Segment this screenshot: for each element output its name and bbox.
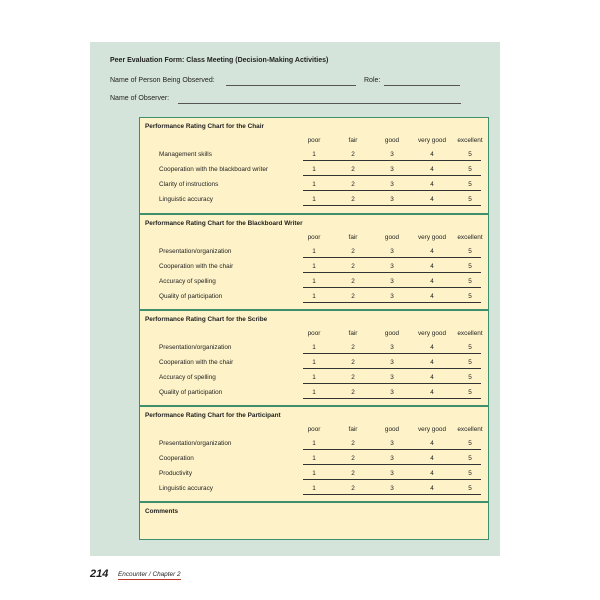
rating-option[interactable]: 1 (312, 374, 316, 381)
rating-option[interactable]: 4 (430, 470, 434, 477)
rating-option[interactable]: 3 (390, 181, 394, 188)
rating-option[interactable]: 4 (430, 196, 434, 203)
rating-option[interactable]: 3 (390, 374, 394, 381)
rating-option[interactable]: 1 (312, 263, 316, 270)
rating-option[interactable]: 2 (351, 359, 355, 366)
rating-option[interactable]: 5 (468, 181, 472, 188)
rating-option[interactable]: 2 (351, 485, 355, 492)
scale-header: very good (417, 137, 447, 144)
rating-option[interactable]: 2 (351, 293, 355, 300)
rating-option[interactable]: 1 (312, 389, 316, 396)
criterion-label: Linguistic accuracy (159, 196, 213, 203)
rating-option[interactable]: 1 (312, 248, 316, 255)
rating-option[interactable]: 1 (312, 359, 316, 366)
rating-option[interactable]: 3 (390, 196, 394, 203)
rating-option[interactable]: 5 (468, 389, 472, 396)
rating-option[interactable]: 2 (351, 263, 355, 270)
rating-row-line (303, 464, 481, 465)
rating-option[interactable]: 4 (430, 389, 434, 396)
rating-option[interactable]: 5 (468, 263, 472, 270)
rating-option[interactable]: 3 (390, 166, 394, 173)
rating-option[interactable]: 1 (312, 181, 316, 188)
rating-option[interactable]: 4 (430, 166, 434, 173)
criterion-label: Linguistic accuracy (159, 485, 213, 492)
form-title: Peer Evaluation Form: Class Meeting (Decision-Making Activities) (110, 57, 329, 64)
criterion-label: Productivity (159, 470, 193, 477)
section-title: Performance Rating Chart for the Participant (145, 412, 281, 419)
rating-row-line (303, 383, 481, 384)
rating-option[interactable]: 5 (468, 440, 472, 447)
rating-option[interactable]: 3 (390, 455, 394, 462)
role-field[interactable] (384, 85, 460, 86)
rating-option[interactable]: 2 (351, 440, 355, 447)
rating-option[interactable]: 4 (430, 293, 434, 300)
rating-option[interactable]: 5 (468, 166, 472, 173)
rating-option[interactable]: 3 (390, 485, 394, 492)
rating-option[interactable]: 4 (430, 374, 434, 381)
rating-option[interactable]: 5 (468, 196, 472, 203)
rating-row-line (303, 205, 481, 206)
scale-header: good (384, 330, 400, 337)
role-label: Role: (364, 77, 381, 84)
running-title: Encounter / Chapter 2 (118, 571, 181, 578)
rating-row-line (303, 272, 481, 273)
scale-header: poor (307, 330, 321, 337)
rating-option[interactable]: 2 (351, 181, 355, 188)
scale-header: excellent (457, 234, 483, 241)
scale-header: very good (417, 330, 447, 337)
scale-header: fair (348, 330, 358, 337)
rating-option[interactable]: 5 (468, 278, 472, 285)
rating-option[interactable]: 5 (468, 151, 472, 158)
rating-option[interactable]: 3 (390, 263, 394, 270)
criterion-label: Clarity of instructions (159, 181, 219, 188)
rating-option[interactable]: 2 (351, 470, 355, 477)
rating-option[interactable]: 1 (312, 166, 316, 173)
rating-option[interactable]: 2 (351, 389, 355, 396)
rating-option[interactable]: 5 (468, 344, 472, 351)
rating-option[interactable]: 1 (312, 196, 316, 203)
rating-option[interactable]: 3 (390, 359, 394, 366)
rating-option[interactable]: 2 (351, 344, 355, 351)
criterion-label: Cooperation with the chair (159, 263, 234, 270)
rating-option[interactable]: 5 (468, 374, 472, 381)
rating-row-line (303, 287, 481, 288)
page-number: 214 (90, 568, 109, 580)
scale-header: good (384, 426, 400, 433)
scale-header: excellent (457, 330, 483, 337)
rating-section-scribe (139, 310, 489, 406)
rating-option[interactable]: 5 (468, 455, 472, 462)
rating-option[interactable]: 1 (312, 485, 316, 492)
rating-option[interactable]: 2 (351, 455, 355, 462)
rating-option[interactable]: 4 (430, 248, 434, 255)
criterion-label: Presentation/organization (159, 344, 232, 351)
scale-header: very good (417, 234, 447, 241)
rating-option[interactable]: 2 (351, 151, 355, 158)
scale-header: excellent (457, 426, 483, 433)
rating-option[interactable]: 1 (312, 151, 316, 158)
rating-option[interactable]: 5 (468, 359, 472, 366)
rating-option[interactable]: 3 (390, 278, 394, 285)
rating-row-line (303, 449, 481, 450)
rating-option[interactable]: 5 (468, 470, 472, 477)
rating-option[interactable]: 5 (468, 485, 472, 492)
rating-option[interactable]: 4 (430, 440, 434, 447)
criterion-label: Cooperation (159, 455, 194, 462)
rating-option[interactable]: 1 (312, 278, 316, 285)
criterion-label: Management skills (159, 151, 212, 158)
scale-header: very good (417, 426, 447, 433)
rating-option[interactable]: 1 (312, 455, 316, 462)
comments-label: Comments (145, 508, 179, 515)
rating-option[interactable]: 1 (312, 470, 316, 477)
section-title: Performance Rating Chart for the Blackboard Writer (145, 220, 303, 227)
scale-header: poor (307, 426, 321, 433)
rating-option[interactable]: 4 (430, 485, 434, 492)
comments-section[interactable] (139, 502, 489, 540)
rating-option[interactable]: 3 (390, 470, 394, 477)
rating-option[interactable]: 4 (430, 359, 434, 366)
observed-name-field[interactable] (226, 85, 356, 86)
rating-section-chair (139, 117, 489, 214)
scale-header: good (384, 137, 400, 144)
criterion-label: Quality of participation (159, 389, 223, 396)
rating-row-line (303, 479, 481, 480)
scale-header: fair (348, 234, 358, 241)
rating-row-line (303, 353, 481, 354)
rating-option[interactable]: 5 (468, 248, 472, 255)
rating-option[interactable]: 4 (430, 263, 434, 270)
criterion-label: Presentation/organization (159, 440, 232, 447)
criterion-label: Quality of participation (159, 293, 223, 300)
scale-header: fair (348, 137, 358, 144)
scale-header: good (384, 234, 400, 241)
criterion-label: Cooperation with the chair (159, 359, 234, 366)
rating-row-line (303, 190, 481, 191)
rating-option[interactable]: 4 (430, 278, 434, 285)
scale-header: poor (307, 137, 321, 144)
rating-option[interactable]: 2 (351, 166, 355, 173)
rating-option[interactable]: 1 (312, 344, 316, 351)
rating-option[interactable]: 4 (430, 181, 434, 188)
rating-option[interactable]: 2 (351, 248, 355, 255)
scale-header: poor (307, 234, 321, 241)
rating-option[interactable]: 3 (390, 293, 394, 300)
scale-header: excellent (457, 137, 483, 144)
criterion-label: Accuracy of spelling (159, 278, 216, 285)
rating-row-line (303, 160, 481, 161)
rating-row-line (303, 302, 481, 303)
rating-option[interactable]: 1 (312, 293, 316, 300)
observed-label: Name of Person Being Observed: (110, 77, 215, 84)
rating-option[interactable]: 3 (390, 248, 394, 255)
rating-option[interactable]: 1 (312, 440, 316, 447)
rating-section-blackboard-writer (139, 214, 489, 310)
rating-option[interactable]: 4 (430, 344, 434, 351)
scale-header: fair (348, 426, 358, 433)
rating-option[interactable]: 2 (351, 374, 355, 381)
rating-row-line (303, 368, 481, 369)
observer-name-field[interactable] (178, 103, 461, 104)
rating-option[interactable]: 3 (390, 151, 394, 158)
rating-row-line (303, 398, 481, 399)
rating-section-participant (139, 406, 489, 502)
criterion-label: Accuracy of spelling (159, 374, 216, 381)
rating-option[interactable]: 3 (390, 440, 394, 447)
rating-option[interactable]: 3 (390, 389, 394, 396)
rating-row-line (303, 257, 481, 258)
rating-option[interactable]: 4 (430, 151, 434, 158)
rating-option[interactable]: 2 (351, 278, 355, 285)
observer-label: Name of Observer: (110, 95, 170, 102)
rating-row-line (303, 175, 481, 176)
rating-option[interactable]: 4 (430, 455, 434, 462)
criterion-label: Cooperation with the blackboard writer (159, 166, 269, 173)
rating-row-line (303, 494, 481, 495)
section-title: Performance Rating Chart for the Scribe (145, 316, 268, 323)
rating-option[interactable]: 2 (351, 196, 355, 203)
rating-option[interactable]: 5 (468, 293, 472, 300)
section-title: Performance Rating Chart for the Chair (145, 123, 264, 130)
rating-option[interactable]: 3 (390, 344, 394, 351)
criterion-label: Presentation/organization (159, 248, 232, 255)
